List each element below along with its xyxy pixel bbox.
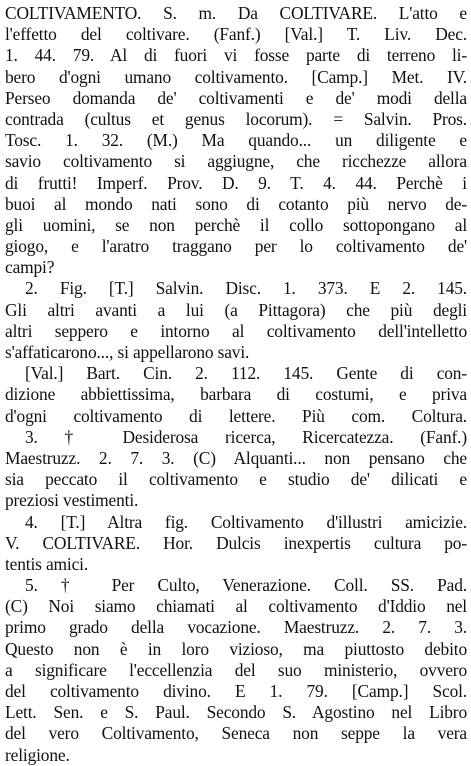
- entry-line: Questo non è in loro vizioso, ma piuttosto debito: [5, 638, 467, 659]
- entry-line: contrada (cultus et genus locorum). = Salvin. Pros.: [5, 108, 467, 129]
- entry-line: d'ogni coltivamento di lettere. Più com. Coltura.: [5, 405, 467, 426]
- entry-line: dizione abbiettissima, barbara di costumi, e priva: [5, 384, 467, 405]
- entry-line: [Val.] Bart. Cin. 2. 112. 145. Gente di con-: [25, 363, 467, 384]
- entry-line: tentis amici.: [5, 553, 89, 574]
- entry-line: bero d'ogni umano coltivamento. [Camp.] Met. IV.: [5, 66, 467, 87]
- entry-line: giogo, e l'aratro traggano per lo coltivamento de': [5, 236, 467, 257]
- entry-line: 3. † Desiderosa ricerca, Ricercatezza. (Fanf.): [25, 426, 467, 447]
- entry-line: Gli altri avanti a lui (a Pittagora) che più degli: [5, 299, 467, 320]
- entry-line: religione.: [5, 744, 70, 765]
- entry-line: l'effetto del coltivare. (Fanf.) [Val.] T. Liv. Dec.: [5, 24, 467, 45]
- entry-line: del vero Coltivamento, Seneca non seppe la vera: [5, 723, 467, 744]
- dictionary-entry: [5, 3, 467, 766]
- entry-line: Lett. Sen. e S. Paul. Secondo S. Agostino nel Libro: [5, 702, 467, 723]
- entry-line: altri seppero e intorno al coltivamento dell'intelletto: [5, 320, 467, 341]
- entry-line: V. COLTIVARE. Hor. Dulcis inexpertis cultura po-: [5, 532, 467, 553]
- entry-line: (C) Noi siamo chiamati al coltivamento d'Iddio nel: [5, 596, 467, 617]
- entry-line: 4. [T.] Altra fig. Coltivamento d'illustri amicizie.: [25, 511, 467, 532]
- entry-line: savio coltivamento si aggiugne, che ricchezze allora: [5, 151, 467, 172]
- entry-line: gli uomini, se non perchè il collo sottopongano al: [5, 214, 467, 235]
- entry-line: buoi al mondo nati sono di cotanto più nervo de-: [5, 193, 467, 214]
- entry-line: di frutti! Imperf. Prov. D. 9. T. 4. 44. Perchè i: [5, 172, 467, 193]
- entry-line: Maestruzz. 2. 7. 3. (C) Alquanti... non pensano che: [5, 447, 467, 468]
- entry-line: 1. 44. 79. Al di fuori vi fosse parte di terreno li-: [5, 45, 467, 66]
- entry-line: s'affaticarono..., si appellarono savi.: [5, 342, 250, 362]
- entry-line: COLTIVAMENTO. S. m. Da COLTIVARE. L'atto e: [5, 3, 467, 23]
- entry-line: Perseo domanda de' coltivamenti e de' modi della: [5, 87, 467, 108]
- entry-line: 5. † Per Culto, Venerazione. Coll. SS. Pad.: [25, 575, 467, 596]
- entry-line: campi?: [5, 257, 55, 278]
- entry-line: del coltivamento divino. E 1. 79. [Camp.] Scol.: [5, 681, 467, 701]
- entry-line: 2. Fig. [T.] Salvin. Disc. 1. 373. E 2. 145.: [25, 278, 467, 299]
- entry-line: primo grado della vocazione. Maestruzz. 2. 7. 3.: [5, 617, 467, 638]
- entry-line: sia peccato il coltivamento e studio de' dilicati e: [5, 469, 467, 490]
- entry-line: Tosc. 1. 32. (M.) Ma quando... un diligente e: [5, 130, 467, 151]
- entry-line: preziosi vestimenti.: [5, 490, 139, 511]
- entry-line: a significare l'eccellenzia del suo ministerio, ovvero: [5, 659, 467, 680]
